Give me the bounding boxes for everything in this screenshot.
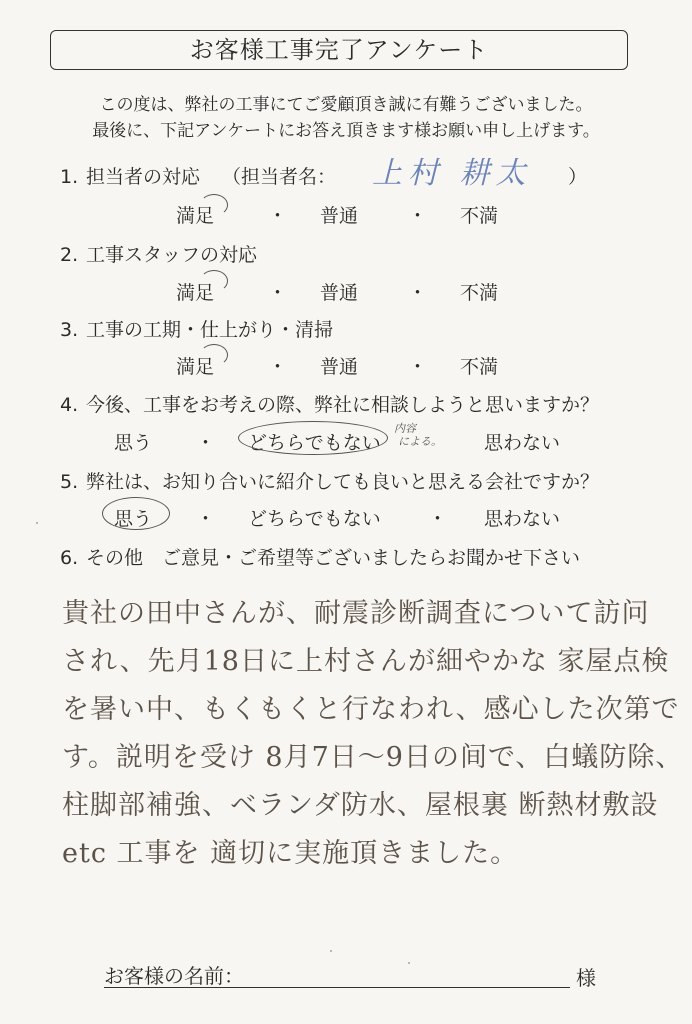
q2-option-normal[interactable]: 普通 <box>320 282 359 304</box>
separator-dot: ・ <box>428 508 448 530</box>
comment-line: etc 工事を 適切に実施頂きました。 <box>62 838 519 869</box>
q5-option-yes[interactable]: 思う <box>114 508 153 530</box>
q3-option-dissatisfied[interactable]: 不満 <box>460 356 499 378</box>
intro-line-1: この度は、弊社の工事にてご愛顧頂き誠に有難うございました。 <box>99 95 593 115</box>
comment-line: 貴社の田中さんが、耐震診断調査について訪问 <box>62 598 650 629</box>
q4-selection-circle <box>238 421 388 455</box>
question-3 <box>60 315 333 342</box>
separator-dot: ・ <box>268 205 288 227</box>
question-1 <box>60 162 336 189</box>
comment-line: す。説明を受け 8月7日～9日の间で、白蟻防除、 <box>62 742 684 773</box>
question-5-text: 弊社は、お知り合いに紹介しても良いと思える会社ですか？ <box>86 471 600 493</box>
separator-dot: ・ <box>408 205 428 227</box>
staff-name-label: （担当者名： <box>222 166 337 188</box>
question-2 <box>60 240 257 267</box>
question-4-number: 4. <box>60 394 79 416</box>
question-6 <box>60 543 580 570</box>
q2-option-satisfied[interactable]: 満足 <box>176 282 215 304</box>
customer-name-line[interactable] <box>104 987 570 988</box>
comment-line: され、先月18日に上村さんが細やかな 家屋点検 <box>62 646 670 677</box>
q2-option-dissatisfied[interactable]: 不満 <box>460 282 499 304</box>
comment-line: 柱脚部補強、ベランダ防水、屋根裏 断熱材敷設 <box>62 790 659 821</box>
intro-line-2: 最後に、下記アンケートにお答え頂きます様お願い申し上げます。 <box>92 121 600 141</box>
q3-option-normal[interactable]: 普通 <box>320 356 359 378</box>
q3-option-satisfied[interactable]: 満足 <box>176 356 215 378</box>
question-2-text: 工事スタッフの対応 <box>86 244 258 266</box>
q4-option-no[interactable]: 思わない <box>484 432 561 454</box>
separator-dot: ・ <box>268 356 288 378</box>
q3-selection-mark <box>200 344 228 366</box>
q1-option-satisfied[interactable]: 満足 <box>176 205 215 227</box>
q5-option-no[interactable]: 思わない <box>484 508 561 530</box>
separator-dot: ・ <box>196 432 216 454</box>
comment-line: を暑い中、もくもくと行なわれ、感心した次第で <box>62 694 680 725</box>
q4-note-line-2: による。 <box>398 435 442 448</box>
q4-handwritten-note <box>394 422 442 448</box>
q5-option-neither[interactable]: どちらでもない <box>248 508 381 530</box>
survey-title: お客様工事完了アンケート <box>50 30 628 70</box>
question-4-text: 今後、工事をお考えの際、弊社に相談しようと思いますか？ <box>86 394 600 416</box>
separator-dot: ・ <box>268 282 288 304</box>
paper-speck <box>330 950 332 952</box>
staff-name-handwritten: 上村 耕太 <box>372 156 532 191</box>
q5-selection-circle <box>102 497 170 530</box>
question-5 <box>60 467 599 494</box>
q1-selection-mark <box>200 194 228 216</box>
paper-speck <box>408 962 410 964</box>
q4-option-neither[interactable]: どちらでもない <box>248 432 381 454</box>
question-3-number: 3. <box>60 319 79 341</box>
q2-selection-mark <box>200 270 228 292</box>
customer-name-suffix: 様 <box>576 966 596 990</box>
question-4 <box>60 390 599 417</box>
q1-option-dissatisfied[interactable]: 不満 <box>460 205 499 227</box>
question-6-number: 6. <box>60 547 79 569</box>
q4-note-line-1: 内容 <box>394 422 416 435</box>
question-1-text: 担当者の対応 <box>86 166 201 188</box>
customer-name-label: お客様の名前： <box>104 964 244 988</box>
handwritten-comment <box>62 590 684 878</box>
separator-dot: ・ <box>408 282 428 304</box>
paper-speck <box>36 522 38 524</box>
question-6-text: その他 ご意見・ご希望等ございましたらお聞かせ下さい <box>86 547 581 569</box>
separator-dot: ・ <box>408 356 428 378</box>
question-1-number: 1. <box>60 166 79 188</box>
question-5-number: 5. <box>60 471 79 493</box>
question-3-text: 工事の工期・仕上がり・清掃 <box>86 319 334 341</box>
q4-option-yes[interactable]: 思う <box>114 432 153 454</box>
question-2-number: 2. <box>60 244 79 266</box>
separator-dot: ・ <box>196 508 216 530</box>
staff-name-close: ） <box>568 166 588 188</box>
q1-option-normal[interactable]: 普通 <box>320 205 359 227</box>
